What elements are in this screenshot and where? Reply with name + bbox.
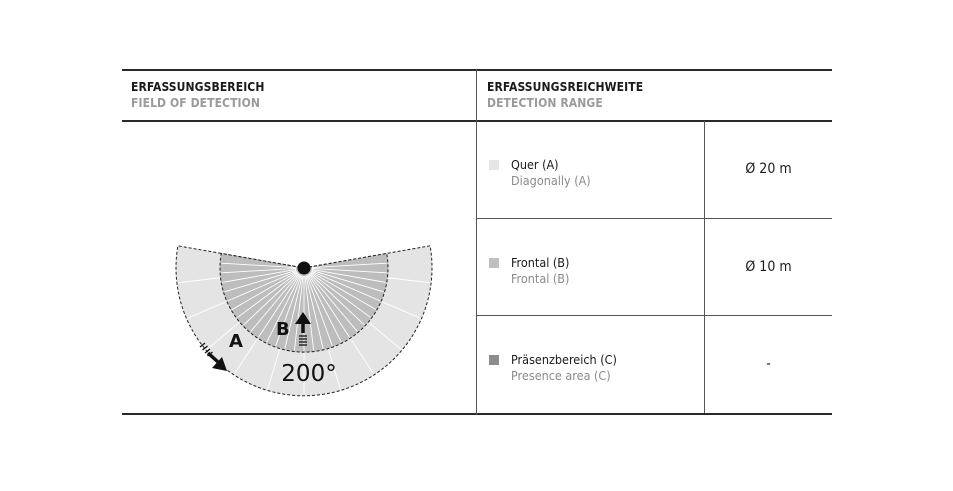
range-label-en: Frontal (B) [511, 271, 570, 286]
range-value: Ø 20 m [745, 161, 792, 177]
range-value: - [766, 356, 771, 372]
label-b: B [276, 319, 290, 340]
range-label-de: Frontal (B) [511, 255, 570, 270]
range-label-de: Präsenzbereich (C) [511, 352, 617, 367]
header-right-de: ERFASSUNGSREICHWEITE [487, 80, 644, 94]
angle-label: 200° [281, 361, 337, 387]
range-label-de: Quer (A) [511, 157, 559, 172]
header-left-de: ERFASSUNGSBEREICH [131, 80, 265, 94]
header-left-en: FIELD OF DETECTION [131, 96, 261, 110]
range-value: Ø 10 m [745, 259, 792, 275]
range-label-en: Diagonally (A) [511, 173, 591, 188]
label-a: A [229, 331, 243, 352]
sensor-dot [298, 262, 311, 275]
header-right-en: DETECTION RANGE [487, 96, 603, 110]
range-label-en: Presence area (C) [511, 368, 611, 383]
